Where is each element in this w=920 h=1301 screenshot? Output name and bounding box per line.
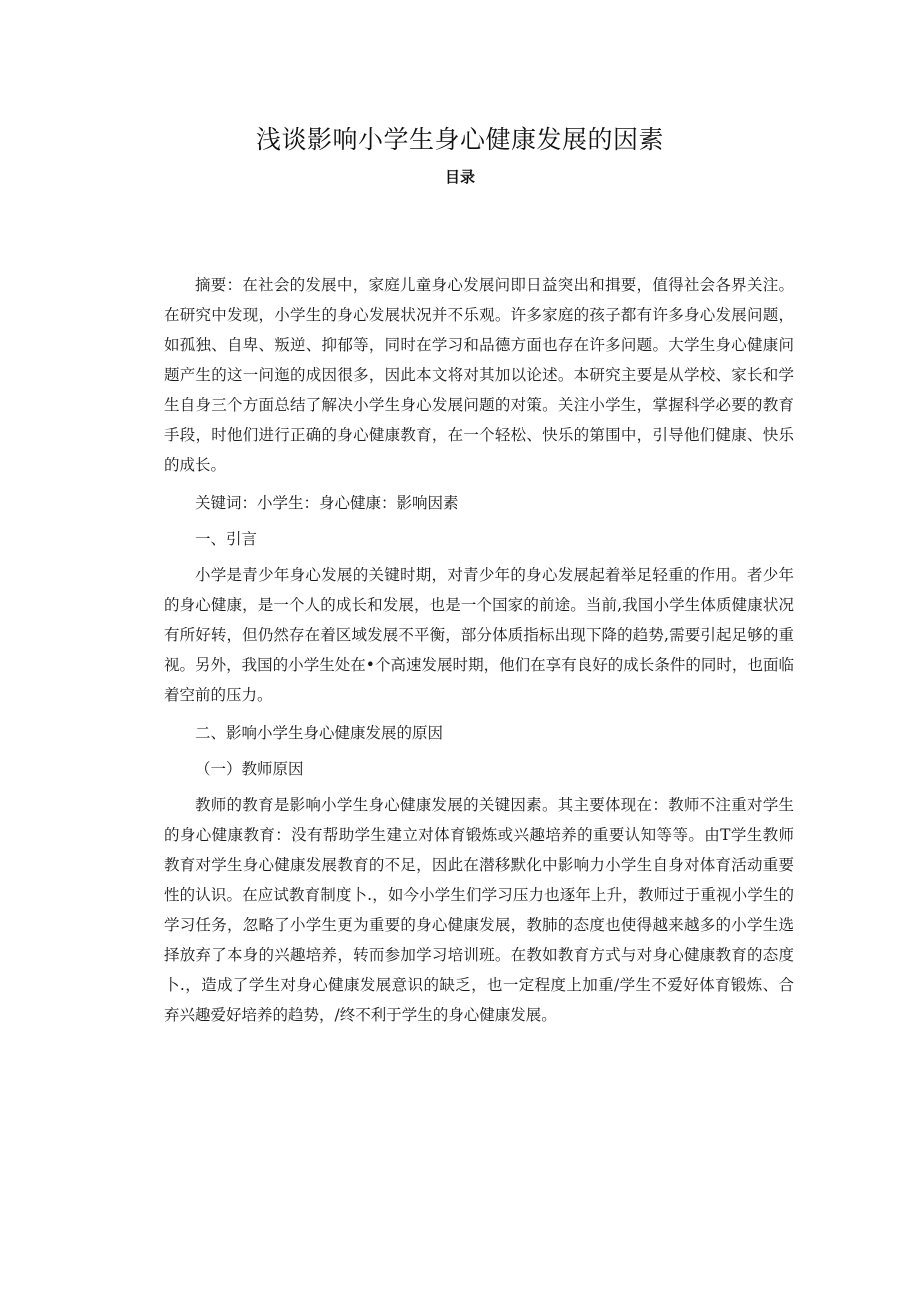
abstract-paragraph: 摘要：在社会的发展中，家庭儿童身心发展问即日益突出和揖要，值得社会各界关注。在研究中发现，小学生的身心发展状况并不乐观。许多家庭的孩子都有许多身心发展问题，如孤独、自卑、叛逆、抑郁等，同时在学习和品德方面也存在许多问题。大学生身心健康问题产生的这一问迤的成因很多，因此本文将对其加以论述。本研究主要是从学校、家长和学生自身三个方面总结了解决小学生身心发展问题的对策。关注小学生，掌握科学必要的教育手段，时他们进行正确的身心健康教育，在一个轻松、快乐的第围中，引导他们健康、快乐的成长。 <box>164 276 794 474</box>
toc-label: 目录 <box>444 168 475 186</box>
document-body <box>164 270 794 1038</box>
teacher-paragraph: 教师的教育是影响小学生身心健康发展的关键因素。其主要体现在：教师不注重对学生的身心健康教育：没有帮助学生建立对体育锻炼或兴趣培养的重要认知等等。由T学生教师教育对学生身心健康发展教育的不足，因此在潜移默化中影响力小学生自身对体育活动重要性的认识。在应试教育制度卜.，如今小学生们学习压力也逐年上升，教师过于重视小学生的学习任务，忽略了小学生更为重要的身心健康发展，教肺的态度也使得越来越多的小学生选择放弃了本身的兴趣培养，转而参加学习培训班。在教如教育方式与对身心健康教育的态度卜.，造成了学生对身心健康发展意识的缺乏，也一定程度上加重/学生不爱好体育锻炼、合弃兴趣爱好培养的趋势，/终不利于学生的身心健康发展。 <box>164 796 794 1024</box>
section-heading-causes: 二、影响小学生身心健康发展的原因 <box>195 724 444 742</box>
introduction-paragraph: 小学是青少年身心发展的关键时期，对青少年的身心发展起着举足轻重的作用。者少年的身心健康，是一个人的成长和发展，也是一个国家的前途。当前,我国小学生体质健康状况有所好转，但仍然存在着区域发展不平衡，部分体质指标出现下降的趋势,需要引起足够的重视。另外，我国的小学生处在•个高速发展时期，他们在享有良好的成长条件的同时，也面临着空前的压力。 <box>164 566 794 704</box>
document-title: 浅谈影响小学生身心健康发展的因素 <box>255 125 664 154</box>
keywords-line: 关键词：小学生：身心健康：影响因素 <box>195 494 459 512</box>
subsection-heading-teacher: （一）教师原因 <box>195 760 304 778</box>
section-heading-introduction: 一、引言 <box>195 530 258 548</box>
